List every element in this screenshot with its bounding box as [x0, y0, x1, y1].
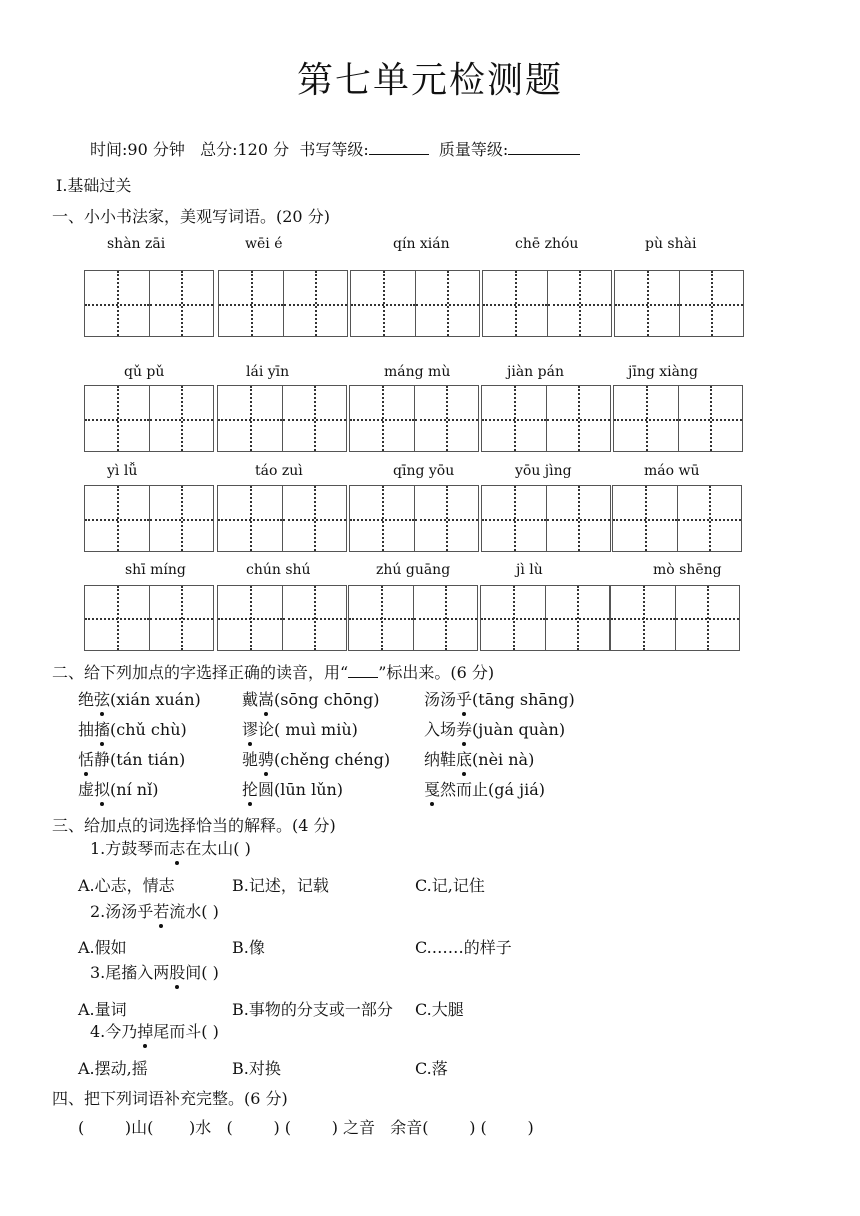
- writing-grid[interactable]: [349, 385, 479, 452]
- pronunciation-item[interactable]: 入场券(juàn quàn): [424, 717, 565, 740]
- writing-grid[interactable]: [610, 585, 740, 651]
- answer-option[interactable]: B.记述，记载: [232, 876, 329, 895]
- pronunciation-item[interactable]: 纳鞋底(nèi nà): [424, 747, 534, 770]
- dotted-character: 股: [169, 960, 185, 983]
- writing-grid[interactable]: [614, 270, 744, 337]
- writing-grid[interactable]: [350, 270, 480, 337]
- pronunciation-item[interactable]: 恬静(tán tián): [78, 747, 185, 770]
- question-two-heading-pre: 二、给下列加点的字选择正确的读音，用“: [52, 663, 349, 682]
- pinyin-label: wēi é: [245, 236, 283, 252]
- pinyin-label: shàn zāi: [107, 236, 166, 252]
- answer-option[interactable]: C.大腿: [415, 1000, 464, 1019]
- sub-question: 3.尾搐入两股间( ): [90, 960, 219, 983]
- writing-grid[interactable]: [348, 585, 478, 651]
- answer-option[interactable]: A.假如: [78, 938, 127, 957]
- writing-grid[interactable]: [217, 385, 347, 452]
- answer-option[interactable]: C.记,记住: [415, 876, 485, 895]
- pinyin-label: táo zuì: [255, 463, 303, 479]
- dotted-character: 拟: [94, 777, 110, 800]
- dotted-character: 底: [456, 747, 472, 770]
- quality-grade-blank[interactable]: [508, 140, 580, 155]
- pinyin-label: qīng yōu: [393, 463, 455, 479]
- pinyin-label: shī míng: [125, 562, 186, 578]
- question-three-heading: 三、给加点的词选择恰当的解释。(4 分): [52, 816, 336, 835]
- pronunciation-item[interactable]: 汤汤乎(tāng shāng): [424, 687, 575, 710]
- pinyin-label: yōu jìng: [515, 463, 572, 479]
- pinyin-label: jīng xiàng: [628, 364, 698, 380]
- dotted-character: 乎: [456, 687, 472, 710]
- pronunciation-item[interactable]: 戴嵩(sōng chōng): [242, 687, 379, 710]
- pinyin-label: chē zhóu: [515, 236, 579, 252]
- dotted-character: 弦: [94, 687, 110, 710]
- total-score: 总分:120 分: [200, 140, 290, 159]
- writing-grid[interactable]: [482, 270, 612, 337]
- writing-grid[interactable]: [218, 270, 348, 337]
- dotted-character: 掉: [137, 1019, 153, 1042]
- dotted-character: 搐: [94, 717, 110, 740]
- writing-grid[interactable]: [84, 585, 214, 651]
- pinyin-label: jiàn pán: [507, 364, 564, 380]
- answer-blank: [348, 665, 378, 678]
- writing-grid[interactable]: [217, 585, 347, 651]
- dotted-character: 志: [169, 836, 185, 859]
- writing-grid[interactable]: [217, 485, 347, 552]
- pinyin-label: yì lǚ: [107, 463, 138, 479]
- dotted-character: 恬: [78, 747, 94, 770]
- pronunciation-item[interactable]: 戛然而止(gá jiá): [424, 777, 545, 800]
- pronunciation-item[interactable]: 谬论( muì miù): [242, 717, 358, 740]
- dotted-character: 谬: [242, 717, 258, 740]
- writing-grid[interactable]: [612, 485, 742, 552]
- pinyin-label: zhú guāng: [376, 562, 451, 578]
- question-two-heading: [52, 660, 494, 683]
- writing-grid[interactable]: [349, 485, 479, 552]
- dotted-character: 嵩: [258, 687, 274, 710]
- sub-question: 4.今乃掉尾而斗( ): [90, 1019, 219, 1042]
- quality-grade-label: 质量等级:: [438, 140, 509, 159]
- writing-grid[interactable]: [613, 385, 743, 452]
- fill-in-idioms[interactable]: ( )山( )水 ( ) ( ) 之音 余音( ) ( ): [78, 1118, 534, 1137]
- time-info: 时间:90 分钟: [90, 140, 185, 159]
- writing-grid[interactable]: [84, 385, 214, 452]
- pinyin-label: qín xián: [393, 236, 450, 252]
- dotted-character: 若: [153, 899, 169, 922]
- dotted-character: 券: [456, 717, 472, 740]
- answer-option[interactable]: B.事物的分支或一部分: [232, 1000, 393, 1019]
- part-one-heading: Ⅰ.基础过关: [56, 176, 132, 195]
- page-title: 第七单元检测题: [296, 60, 563, 101]
- answer-option[interactable]: B.对换: [232, 1059, 281, 1078]
- writing-grid[interactable]: [480, 585, 610, 651]
- pronunciation-item[interactable]: 绝弦(xián xuán): [78, 687, 201, 710]
- pinyin-label: mò shēng: [653, 562, 722, 578]
- answer-option[interactable]: C.……的样子: [415, 938, 512, 957]
- dotted-character: 骋: [258, 747, 274, 770]
- pinyin-label: jì lù: [516, 562, 543, 578]
- dotted-character: 抡: [242, 777, 258, 800]
- answer-option[interactable]: A.摆动,摇: [78, 1059, 148, 1078]
- pronunciation-item[interactable]: 虚拟(ní nǐ): [78, 777, 158, 800]
- pinyin-label: chún shú: [246, 562, 311, 578]
- writing-grid[interactable]: [481, 385, 611, 452]
- pinyin-label: máo wū: [644, 463, 700, 479]
- pronunciation-item[interactable]: 抽搐(chǔ chù): [78, 717, 187, 740]
- sub-question: 1.方鼓琴而志在太山( ): [90, 836, 251, 859]
- exam-info: [90, 137, 580, 160]
- writing-grid[interactable]: [481, 485, 611, 552]
- answer-option[interactable]: A.心志，情志: [78, 876, 175, 895]
- pronunciation-item[interactable]: 抡圆(lūn lǔn): [242, 777, 343, 800]
- answer-option[interactable]: B.像: [232, 938, 265, 957]
- question-four-heading: 四、把下列词语补充完整。(6 分): [52, 1089, 288, 1108]
- question-two-heading-post: ”标出来。(6 分): [378, 663, 495, 682]
- answer-option[interactable]: C.落: [415, 1059, 448, 1078]
- writing-grade-label: 书写等级:: [299, 140, 369, 159]
- sub-question: 2.汤汤乎若流水( ): [90, 899, 219, 922]
- dotted-character: 戛: [424, 777, 440, 800]
- pinyin-label: lái yīn: [246, 364, 290, 380]
- writing-grid[interactable]: [84, 270, 214, 337]
- pinyin-label: máng mù: [384, 364, 451, 380]
- pinyin-label: pù shài: [645, 236, 697, 252]
- answer-option[interactable]: A.量词: [78, 1000, 127, 1019]
- pronunciation-item[interactable]: 驰骋(chěng chéng): [242, 747, 390, 770]
- pinyin-label: qǔ pǔ: [124, 364, 165, 380]
- writing-grid[interactable]: [84, 485, 214, 552]
- writing-grade-blank[interactable]: [369, 140, 429, 155]
- question-one-heading: 一、小小书法家，美观写词语。(20 分): [52, 207, 330, 226]
